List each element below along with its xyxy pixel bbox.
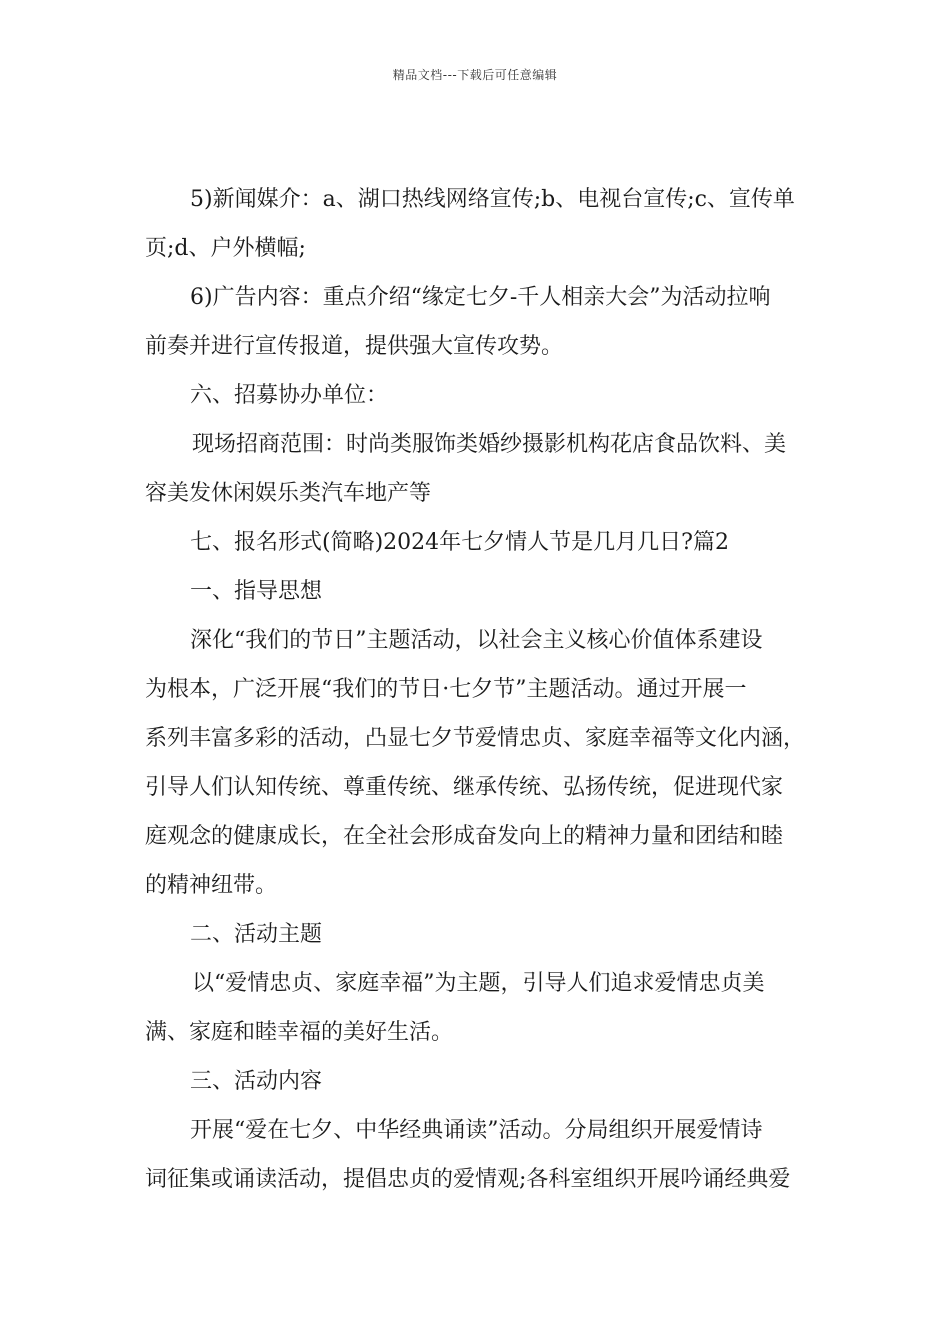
paragraph-line: 引导人们认知传统、尊重传统、继承传统、弘扬传统，促进现代家: [145, 775, 784, 800]
paragraph-line: 深化“我们的节日”主题活动，以社会主义核心价值体系建设: [190, 628, 763, 653]
document-body: [145, 180, 810, 1200]
paragraph-line: 系列丰富多彩的活动，凸显七夕节爱情忠贞、家庭幸福等文化内涵，: [145, 726, 806, 751]
paragraph-line: 容美发休闲娱乐类汽车地产等: [145, 481, 432, 506]
paragraph-line: 词征集或诵读活动，提倡忠贞的爱情观;各科室组织开展吟诵经典爱: [145, 1167, 791, 1192]
paragraph-line: 页;d、户外横幅;: [145, 236, 306, 261]
section-heading: 三、活动内容: [190, 1069, 323, 1094]
paragraph-line: 以“爱情忠贞、家庭幸福”为主题，引导人们追求爱情忠贞美: [192, 971, 765, 996]
section-heading: 六、招募协办单位：: [190, 383, 389, 408]
paragraph-line: 现场招商范围：时尚类服饰类婚纱摄影机构花店食品饮料、美: [192, 432, 787, 457]
paragraph-line: 庭观念的健康成长，在全社会形成奋发向上的精神力量和团结和睦: [145, 824, 784, 849]
paragraph-line: 5)新闻媒介：a、湖口热线网络宣传;b、电视台宣传;c、宣传单: [190, 187, 795, 212]
paragraph-line: 开展“爱在七夕、中华经典诵读”活动。分局组织开展爱情诗: [190, 1118, 763, 1143]
paragraph-line: 满、家庭和睦幸福的美好生活。: [145, 1020, 454, 1045]
page-header: 精品文档---下载后可任意编辑: [392, 68, 558, 82]
paragraph-line: 6)广告内容：重点介绍“缘定七夕-千人相亲大会”为活动拉响: [190, 285, 771, 310]
section-heading: 二、活动主题: [190, 922, 323, 947]
section-heading: 一、指导思想: [190, 579, 323, 604]
section-heading: 七、报名形式(简略)2024年七夕情人节是几月几日?篇2: [190, 530, 729, 555]
paragraph-line: 为根本，广泛开展“我们的节日·七夕节”主题活动。通过开展一: [145, 677, 747, 702]
paragraph-line: 前奏并进行宣传报道，提供强大宣传攻势。: [145, 334, 564, 359]
paragraph-line: 的精神纽带。: [145, 873, 278, 898]
